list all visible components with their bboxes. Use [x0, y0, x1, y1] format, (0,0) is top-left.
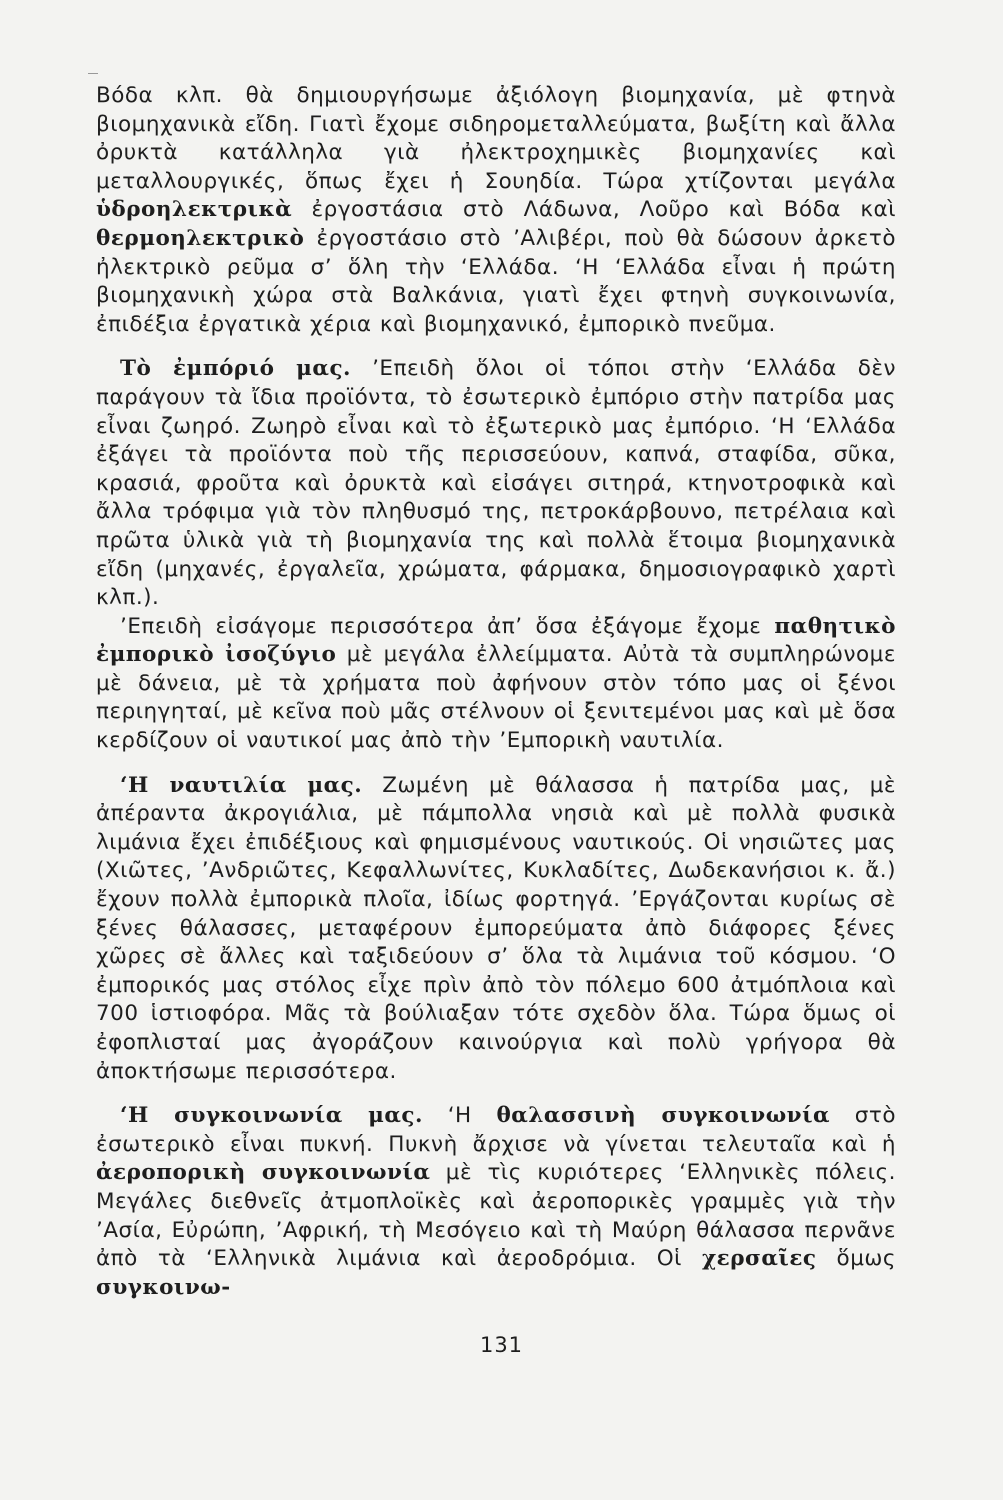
section-heading-commerce: Τὸ ἐμπόριό μας. [120, 356, 352, 382]
emphasis-land: χερσαῖες [702, 1246, 817, 1272]
emphasis-thermoelectric: θερμοηλεκτρικὸ [96, 225, 305, 251]
section-heading-shipping: ‘Η ναυτιλία μας. [120, 772, 363, 798]
intro-paragraph: Βόδα κλπ. θὰ δημιουργήσωμε ἀξιόλογη βιομηχανία, μὲ φτηνὰ βιομηχανικὰ εἴδη. Γιατὶ ἔχομε σιδηρομεταλλεύματα, βωξίτη καὶ ἄλλα ὀρυκτὰ κατάλληλα γιὰ ἠλεκτροχημικὲς βιομηχανίες καὶ μεταλλουργικές, ὅπως ἔχει ἡ Σουηδία. Τώρα χτίζονται μεγάλα ὑδροηλεκτρικὰ ἐργοστάσια στὸ Λάδωνα, Λοῦρο καὶ Βόδα καὶ θερμοηλεκτρικὸ ἐργοστάσιο στὸ ’Αλιβέρι, ποὺ θὰ δώσουν ἀρκετὸ ἠλεκτρικὸ ρεῦμα σ’ ὅλη τὴν ‘Ελλάδα. ‘Η ‘Ελλάδα εἶναι ἡ πρώτη βιομηχανικὴ χώρα στὰ Βαλκάνια, γιατὶ ἔχει φτηνὴ συγκοινωνία, ἐπιδέξια ἐργατικὰ χέρια καὶ βιομηχανικό, ἐμπορικὸ πνεῦμα. [96, 83, 896, 337]
page-number: 131 [479, 1333, 524, 1357]
commerce-paragraph: Τὸ ἐμπόριό μας. ’Επειδὴ ὅλοι οἱ τόποι στὴν ‘Ελλάδα δὲν παράγουν τὰ ἴδια προϊόντα, τὸ ἐσωτερικὸ ἐμπόριο στὴν πατρίδα μας εἶναι ζωηρό. Ζωηρὸ εἶναι καὶ τὸ ἐξωτερικὸ μας ἐμπόριο. ‘Η ‘Ελλάδα ἐξάγει τὰ προϊόντα ποὺ τῆς περισσεύουν, καπνά, σταφίδα, σῦκα, κρασιά, φροῦτα καὶ ὀρυκτὰ καὶ εἰσάγει σιτηρά, κτηνοτροφικὰ καὶ ἄλλα τρόφιμα γιὰ τὸν πληθυσμό της, πετροκάρβουνο, πετρέλαια καὶ πρῶτα ὑλικὰ γιὰ τὴ βιομηχανία της καὶ πολλὰ ἕτοιμα βιομηχανικὰ εἴδη (μηχανές, ἐργαλεῖα, χρώματα, φάρμακα, δημοσιογραφικὸ χαρτὶ κλπ.). [96, 356, 896, 611]
emphasis-hydroelectric: ὑδροηλεκτρικὰ [96, 197, 293, 223]
transport-paragraph: ‘Η συγκοινωνία μας. ‘Η θαλασσινὴ συγκοινωνία στὸ ἐσωτερικὸ εἶναι πυκνή. Πυκνὴ ἄρχισε νὰ γίνεται τελευταῖα καὶ ἡ ἀεροπορικὴ συγκοινωνία μὲ τὶς κυριότερες ‘Ελληνικὲς πόλεις. Μεγάλες διεθνεῖς ἀτμοπλοϊκὲς καὶ ἀεροπορικὲς γραμμὲς γιὰ τὴν ’Ασία, Εὐρώπη, ’Αφρική, τὴ Μεσόγειο καὶ τὴ Μαύρη θάλασσα περνᾶνε ἀπὸ τὰ ‘Ελληνικὰ λιμάνια καὶ ἀεροδρόμια. Οἱ χερσαῖες ὅμως συγκοινω- [96, 1103, 897, 1300]
emphasis-trade-balance: παθητικὸ ἐμπορικὸ ἰσοζύγιο [96, 613, 896, 668]
emphasis-transport-hyphen: συγκοινω- [96, 1274, 231, 1300]
margin-mark [88, 73, 98, 74]
page-body-text [96, 82, 896, 1302]
emphasis-air-transport: ἀεροπορικὴ συγκοινωνία [96, 1160, 431, 1186]
trade-balance-paragraph: ’Επειδὴ εἰσάγομε περισσότερα ἀπ’ ὅσα ἐξάγομε ἔχομε παθητικὸ ἐμπορικὸ ἰσοζύγιο μὲ μεγάλα ἐλλείμματα. Αὐτὰ τὰ συμπληρώνομε μὲ δάνεια, μὲ τὰ χρήματα ποὺ ἀφήνουν στὸν τόπο μας οἱ ξένοι περιηγηταί, μὲ κεῖνα ποὺ μᾶς στέλνουν οἱ ξενιτεμένοι μας καὶ μὲ ὅσα κερδίζουν οἱ ναυτικοί μας ἀπὸ τὴν ’Εμπορικὴ ναυτιλία. [96, 613, 896, 754]
shipping-paragraph: ‘Η ναυτιλία μας. Ζωμένη μὲ θάλασσα ἡ πατρίδα μας, μὲ ἀπέραντα ἀκρογιάλια, μὲ πάμπολλα νησιὰ καὶ μὲ πολλὰ φυσικὰ λιμάνια ἔχει ἐπιδέξιους καὶ φημισμένους ναυτικούς. Οἱ νησιῶτες μας (Χιῶτες, ’Ανδριῶτες, Κεφαλλωνίτες, Κυκλαδίτες, Δωδεκανήσιοι κ. ἄ.) ἔχουν πολλὰ ἐμπορικὰ πλοῖα, ἰδίως φορτηγά. ’Εργάζονται κυρίως σὲ ξένες θάλασσες, μεταφέρουν ἐμπορεύματα ἀπὸ διάφορες ξένες χῶρες σὲ ἄλλες καὶ ταξιδεύουν σ’ ὅλα τὰ λιμάνια τοῦ κόσμου. ‘Ο ἐμπορικός μας στόλος εἶχε πρὶν ἀπὸ τὸν πόλεμο 600 ἀτμόπλοια καὶ 700 ἱστιοφόρα. Μᾶς τὰ βούλιαξαν τότε σχεδὸν ὅλα. Τώρα ὅμως οἱ ἐφοπλισταί μας ἀγοράζουν καινούργια καὶ πολὺ γρήγορα θὰ ἀποκτήσωμε περισσότερα. [96, 772, 897, 1084]
section-heading-transport: ‘Η συγκοινωνία μας. [120, 1103, 423, 1129]
emphasis-sea-transport: θαλασσινὴ συγκοινωνία [496, 1103, 831, 1129]
